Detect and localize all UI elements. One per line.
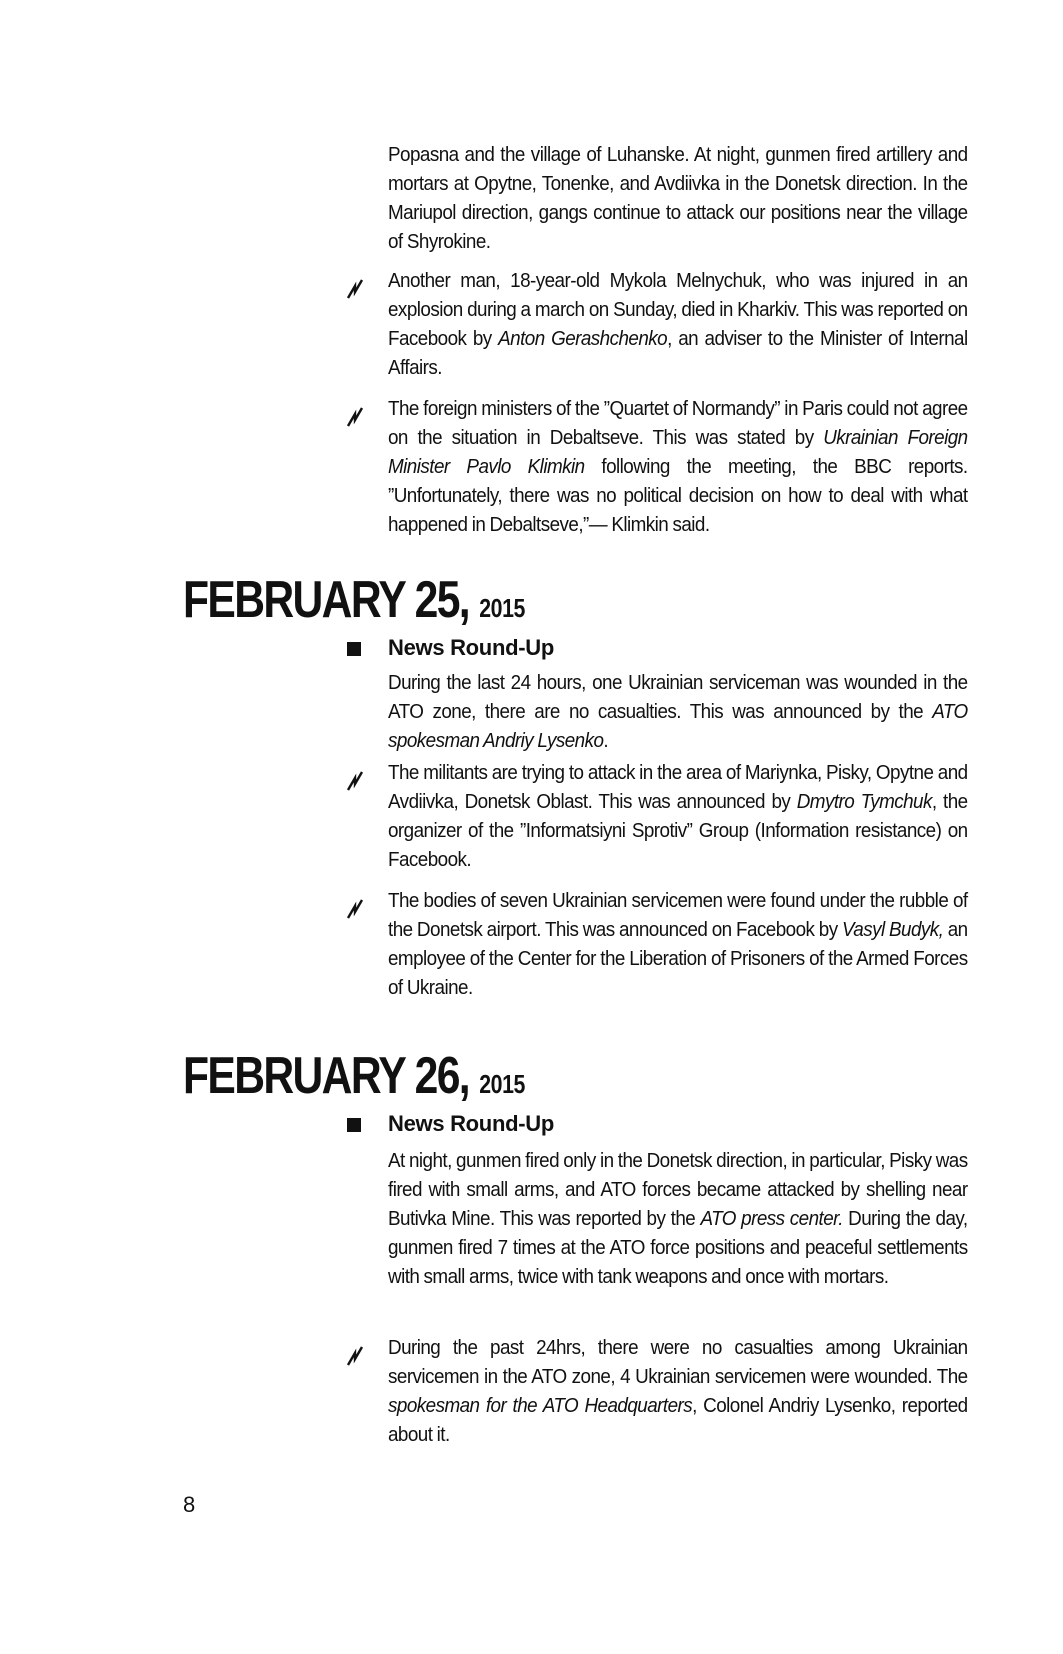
item-source: ATO spokesman Andriy Lysenko	[388, 700, 968, 752]
item-text: The bodies of seven Ukrainian servicemen were found under the rubble of the Donetsk airport. This was announced on Facebook by	[388, 889, 968, 941]
continuation-text: Popasna and the village of Luhanske. At night, gunmen fired artillery and mortars at Opytne, Tonenke, and Avdiivka in the Donetsk direction. In the Mariupol direction, gangs continue to attack our positions near the village of Shyrokine.	[388, 143, 968, 253]
lightning-bullet-icon	[344, 278, 366, 300]
item-source: ATO press center.	[700, 1207, 843, 1230]
news-item	[388, 1333, 968, 1449]
item-text: .	[603, 729, 609, 752]
item-text: The foreign ministers of the ”Quartet of Normandy” in Paris could not agree on the situation in Debaltseve. This was stated by	[388, 397, 968, 449]
continuation-paragraph	[388, 140, 968, 256]
date-heading-text: FEBRUARY 26,	[183, 1047, 469, 1105]
news-item	[388, 266, 968, 382]
item-source: spokesman for the ATO Headquarters	[388, 1394, 693, 1417]
item-source: Vasyl Budyk,	[841, 918, 944, 941]
news-roundup-paragraph	[388, 1146, 968, 1291]
page-number: 8	[183, 1492, 196, 1517]
item-text: At night, gunmen fired only in the Donetsk direction, in particular, Pisky was fired with small arms, and ATO forces became attacked by shelling near Butivka Mine. This was reported by the	[388, 1149, 968, 1230]
item-text: , the organizer of the ”Informatsiyni Sprotiv” Group (Information resistance) on Facebook.	[388, 790, 968, 871]
date-heading-feb-25	[183, 572, 525, 636]
square-bullet-icon	[347, 642, 361, 656]
item-source: Anton Gerashchenko	[498, 327, 668, 350]
item-text: During the day, gunmen fired 7 times at the ATO force positions and peaceful settlements with small arms, twice with tank weapons and once with mortars.	[388, 1207, 968, 1288]
date-heading-year: 2015	[479, 1069, 525, 1099]
date-heading-year: 2015	[479, 593, 525, 623]
news-roundup-label: News Round-Up	[388, 635, 554, 660]
news-roundup-label: News Round-Up	[388, 1111, 554, 1136]
lightning-bullet-icon	[344, 406, 366, 428]
news-roundup-paragraph	[388, 668, 968, 755]
item-text: Another man, 18-year-old Mykola Melnychuk, who was injured in an explosion during a march on Sunday, died in Kharkiv. This was reported on Facebook by	[388, 269, 968, 350]
square-bullet-icon	[347, 1118, 361, 1132]
news-item	[388, 758, 968, 874]
item-text: The militants are trying to attack in the area of Mariynka, Pisky, Opytne and Avdiivka, Donetsk Oblast. This was announced by	[388, 761, 968, 813]
item-text: , Colonel Andriy Lysenko, reported about it.	[388, 1394, 968, 1446]
news-item	[388, 886, 968, 1002]
item-source: Ukrainian Foreign Minister Pavlo Klimkin	[388, 426, 968, 478]
lightning-bullet-icon	[344, 898, 366, 920]
item-source: Dmytro Tymchuk	[796, 790, 932, 813]
item-text: During the last 24 hours, one Ukrainian serviceman was wounded in the ATO zone, there are no casualties. This was announced by the	[388, 671, 968, 723]
item-text: , an adviser to the Minister of Internal Affairs.	[388, 327, 968, 379]
news-item	[388, 394, 968, 539]
lightning-bullet-icon	[344, 1345, 366, 1367]
item-text: following the meeting, the BBC reports. ”Unfortunately, there was no political decision on how to deal with what happened in Debaltseve,”— Klimkin said.	[388, 455, 968, 536]
item-text: an employee of the Center for the Liberation of Prisoners of the Armed Forces of Ukraine.	[388, 918, 968, 999]
item-text: During the past 24hrs, there were no casualties among Ukrainian servicemen in the ATO zone, 4 Ukrainian servicemen were wounded. The	[388, 1336, 968, 1388]
date-heading-feb-26	[183, 1048, 525, 1112]
date-heading-text: FEBRUARY 25,	[183, 571, 469, 629]
lightning-bullet-icon	[344, 770, 366, 792]
